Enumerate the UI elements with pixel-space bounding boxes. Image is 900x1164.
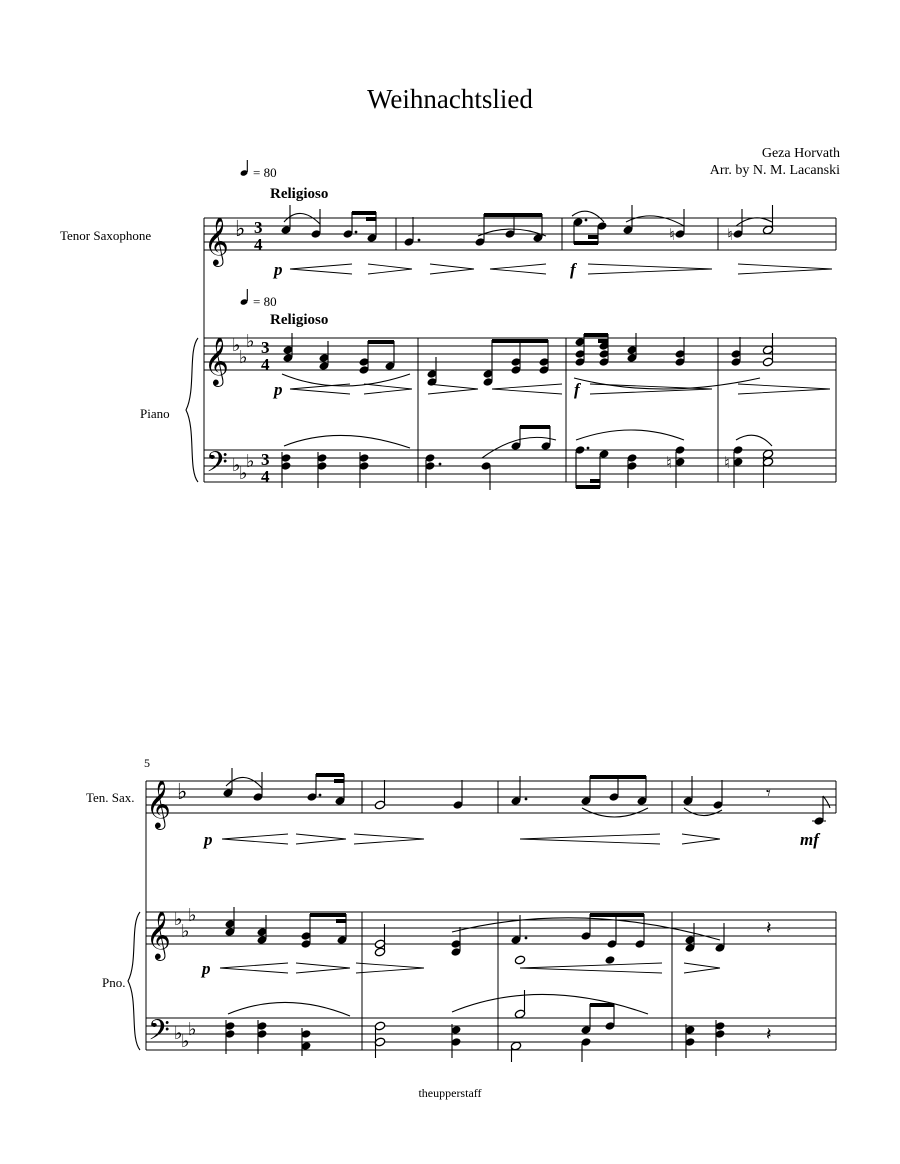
key-signature-bass-1	[232, 451, 255, 484]
sax-notes-m1	[281, 205, 378, 243]
hairpins-piano-2	[220, 963, 720, 973]
instrument-label-piano-short: Pno.	[102, 975, 126, 990]
staff-piano-treble-2	[146, 912, 836, 944]
quarter-rest-icon: 𝄽	[766, 918, 772, 939]
measure-number: 5	[144, 756, 150, 770]
instrument-label-sax-short: Ten. Sax.	[86, 790, 135, 805]
svg-text:4: 4	[261, 355, 270, 374]
instrument-label-sax: Tenor Saxophone	[60, 228, 152, 243]
svg-text:♭: ♭	[239, 463, 248, 484]
treble-clef-icon: 𝄞	[146, 910, 171, 959]
svg-text:♭: ♭	[181, 1031, 190, 1052]
sax-notes-m4	[727, 205, 774, 244]
staff-piano-bass-1	[204, 450, 836, 482]
barlines-piano-1	[418, 338, 836, 482]
staff-piano-bass-2	[146, 1018, 836, 1050]
svg-text:♭: ♭	[246, 451, 255, 472]
hairpins-piano	[290, 384, 830, 394]
svg-text:♭: ♭	[174, 909, 183, 930]
svg-text:♮: ♮	[666, 453, 672, 472]
hairpins-sax	[290, 264, 832, 274]
time-signature-sax	[254, 218, 263, 254]
sax-notes-m3	[572, 205, 685, 244]
quarter-rest-icon: 𝄽	[766, 1024, 772, 1045]
svg-text:♭: ♭	[181, 921, 190, 942]
eighth-rest-icon: 𝄾	[766, 783, 771, 804]
footer-credit: theupperstaff	[418, 1086, 482, 1100]
bass-clef-icon: 𝄢	[148, 1014, 170, 1054]
tempo-text: = 80	[253, 165, 277, 180]
dynamic-mf-sax-2: mf	[800, 830, 819, 849]
svg-text:4: 4	[254, 235, 263, 254]
treble-clef-icon: 𝄞	[146, 779, 171, 828]
brace-icon	[128, 912, 140, 1050]
dynamic-p-piano: p	[274, 380, 283, 399]
tempo-mark-piano	[240, 289, 277, 309]
svg-text:♮: ♮	[724, 453, 730, 472]
arranger-credit: Arr. by N. M. Lacanski	[709, 163, 840, 178]
svg-text:♭: ♭	[188, 1019, 197, 1040]
svg-text:♭: ♭	[239, 347, 248, 368]
dynamic-f-sax: f	[570, 260, 576, 279]
treble-clef-icon: 𝄞	[204, 216, 229, 265]
svg-text:♮: ♮	[669, 225, 675, 244]
page-title: Weihnachtslied	[367, 84, 533, 114]
flat-icon: ♭	[235, 217, 246, 242]
svg-text:♭: ♭	[188, 905, 197, 926]
expression-sax: Religioso	[270, 186, 329, 202]
dynamic-f-piano: f	[574, 380, 580, 399]
time-signature-piano	[261, 338, 270, 486]
svg-text:4: 4	[261, 467, 270, 486]
key-signature-bass-2	[174, 1019, 197, 1052]
treble-clef-icon: 𝄞	[204, 336, 229, 385]
expression-piano: Religioso	[270, 312, 329, 328]
tempo-mark-sax	[240, 160, 277, 180]
dynamic-p-sax-2: p	[204, 830, 213, 849]
hairpins-sax-2	[222, 834, 720, 844]
brace-icon	[186, 338, 198, 482]
svg-text:♮: ♮	[727, 225, 733, 244]
svg-text:3: 3	[261, 450, 270, 469]
svg-text:♭: ♭	[232, 455, 241, 476]
composer-credit: Geza Horvath	[761, 146, 840, 161]
instrument-label-piano: Piano	[140, 406, 170, 421]
svg-text:♭: ♭	[246, 331, 255, 352]
svg-text:= 80: = 80	[253, 294, 277, 309]
svg-text:3: 3	[261, 338, 270, 357]
staff-sax-2	[146, 781, 836, 813]
svg-text:♭: ♭	[174, 1023, 183, 1044]
dynamic-p-sax: p	[274, 260, 283, 279]
flat-icon: ♭	[177, 780, 188, 805]
piano-treble-notes-1	[282, 333, 774, 389]
svg-text:3: 3	[254, 218, 263, 237]
barlines-piano-2	[362, 912, 836, 1050]
bass-clef-icon: 𝄢	[206, 446, 228, 486]
svg-text:♭: ♭	[232, 335, 241, 356]
dynamic-p-piano-2: p	[202, 959, 211, 978]
